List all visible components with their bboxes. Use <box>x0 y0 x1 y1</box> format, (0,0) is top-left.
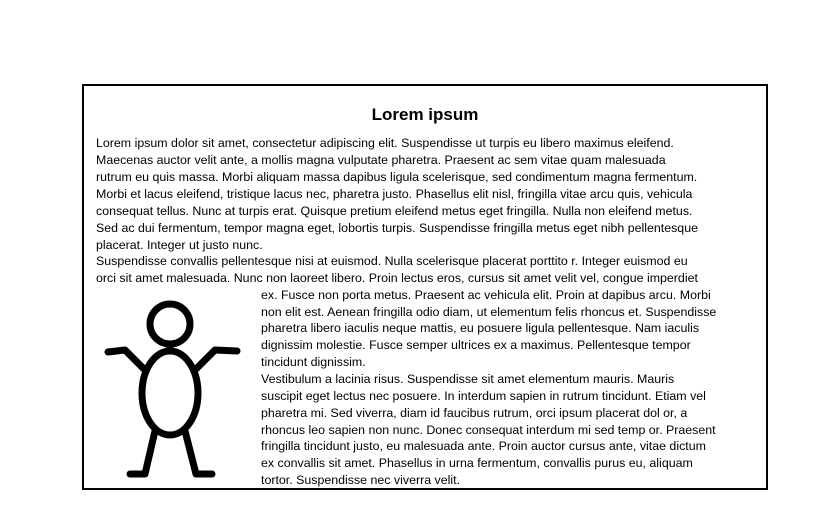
stick-figure-icon <box>103 294 243 484</box>
figure-body <box>142 351 198 435</box>
text-line: Lorem ipsum dolor sit amet, consectetur adipiscing elit. Suspendisse ut turpis eu libero maximus eleifend. <box>96 136 674 150</box>
figure-left-leg <box>130 431 155 474</box>
text-line: Vestibulum a lacinia risus. Suspendisse sit amet elementum mauris. Mauris <box>261 372 675 386</box>
figure-right-arm <box>194 350 237 371</box>
text-line: consequat tellus. Nunc at turpis erat. Quisque pretium eleifend metus eget fringilla. Nulla non eleifend metus. <box>96 204 693 218</box>
figure-left-arm <box>108 350 146 371</box>
text-line: pharetra libero iaculis neque mattis, eu posuere ligula pellentesque. Nam iaculis <box>261 321 700 335</box>
text-line: non elit est. Aenean fringilla odio diam, ut elementum felis rhoncus et. Suspendisse <box>261 305 717 319</box>
figure-head <box>150 304 190 344</box>
text-line: tortor. Suspendisse nec viverra velit. <box>261 473 461 487</box>
text-line: Suspendisse convallis pellentesque nisi at euismod. Nulla scelerisque placerat porttito r. Integer euismod eu <box>96 254 688 268</box>
document-title: Lorem ipsum <box>371 105 479 124</box>
text-line: rhoncus leo sapien non nunc. Donec consequat interdum mi sed temp or. Praesent <box>261 423 716 437</box>
text-line: Morbi et lacus eleifend, tristique lacus nec, pharetra justo. Phasellus elit nisl, fringilla vitae arcu quis, vehicula <box>96 187 693 201</box>
text-line: Maecenas auctor velit ante, a mollis magna vulputate pharetra. Praesent ac sem vitae quam malesuada <box>96 153 666 167</box>
figure-right-leg <box>185 431 212 474</box>
text-line: ex. Fusce non porta metus. Praesent ac vehicula elit. Proin at dapibus arcu. Morbi <box>261 288 711 302</box>
text-line: placerat. Integer ut justo nunc. <box>96 238 263 252</box>
text-line: dignissim molestie. Fusce semper ultrices ex a maximus. Pellentesque tempor <box>261 338 691 352</box>
text-line: fringilla tincidunt justo, eu malesuada ante. Proin auctor cursus ante, vitae dictum <box>261 439 706 453</box>
text-line: Sed ac dui fermentum, tempor magna eget, lobortis turpis. Suspendisse fringilla metus eget nibh pellentesque <box>96 221 698 235</box>
document-frame <box>82 84 768 490</box>
text-line: ex convallis sit amet. Phasellus in urna fermentum, convallis purus eu, aliquam <box>261 456 693 470</box>
text-line: suscipit eget lectus nec posuere. In interdum sapien in rutrum tincidunt. Etiam vel <box>261 389 706 403</box>
text-line: rutrum eu quis massa. Morbi aliquam massa dapibus ligula scelerisque, sed condimentum magna fermentum. <box>96 170 698 184</box>
text-line: orci sit amet malesuada. Nunc non laoreet libero. Proin lectus eros, cursus sit amet velit vel, congue imperdiet <box>96 271 698 285</box>
text-line: pharetra mi. Sed viverra, diam id faucibus rutrum, orci ipsum placerat dol or, a <box>261 406 688 420</box>
text-line: tincidunt dignissim. <box>261 355 366 369</box>
